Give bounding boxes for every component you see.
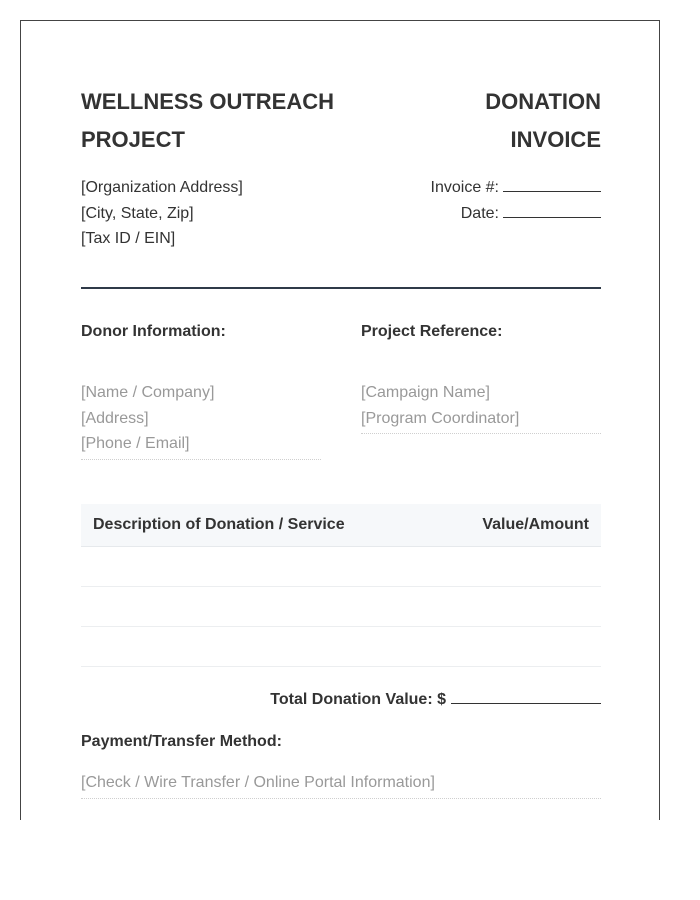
total-donation-field[interactable] xyxy=(451,689,601,704)
table-row[interactable] xyxy=(81,547,601,587)
donor-name: [Name / Company] xyxy=(81,384,215,401)
table-row[interactable] xyxy=(81,627,601,667)
organization-tax-id: [Tax ID / EIN] xyxy=(81,230,176,247)
description-column-header: Description of Donation / Service xyxy=(93,516,345,533)
invoice-number-label: Invoice #: xyxy=(430,179,499,196)
payment-method-details: [Check / Wire Transfer / Online Portal Information] xyxy=(81,774,435,791)
donor-contact: [Phone / Email] xyxy=(81,435,190,452)
invoice-number-row xyxy=(431,175,601,201)
organization-name: WELLNESS OUTREACH PROJECT xyxy=(81,89,334,152)
invoice-date-row xyxy=(431,201,601,227)
document-title: DONATION INVOICE xyxy=(485,89,601,152)
header-divider xyxy=(81,287,601,289)
donor-info-block[interactable] xyxy=(81,380,321,460)
donation-table-header xyxy=(81,504,601,547)
organization-address: [Organization Address] xyxy=(81,179,243,196)
total-donation-label: Total Donation Value: $ xyxy=(270,691,446,708)
payment-method-block[interactable] xyxy=(81,770,601,799)
invoice-number-field[interactable] xyxy=(503,177,601,192)
total-donation-row xyxy=(270,689,601,709)
invoice-meta xyxy=(431,175,601,226)
invoice-date-field[interactable] xyxy=(503,203,601,218)
payment-method-label: Payment/Transfer Method: xyxy=(81,733,282,750)
donor-address: [Address] xyxy=(81,409,149,427)
donor-info-label: Donor Information: xyxy=(81,323,226,340)
invoice-date-label: Date: xyxy=(460,204,499,222)
value-column-header: Value/Amount xyxy=(482,516,589,533)
campaign-name: [Campaign Name] xyxy=(361,384,490,401)
project-reference-block[interactable] xyxy=(361,380,601,434)
project-reference-label: Project Reference: xyxy=(361,323,503,340)
organization-details xyxy=(81,175,243,252)
table-row[interactable] xyxy=(81,587,601,627)
organization-city-state-zip: [City, State, Zip] xyxy=(81,204,194,222)
program-coordinator: [Program Coordinator] xyxy=(361,409,520,427)
invoice-page xyxy=(20,20,660,820)
